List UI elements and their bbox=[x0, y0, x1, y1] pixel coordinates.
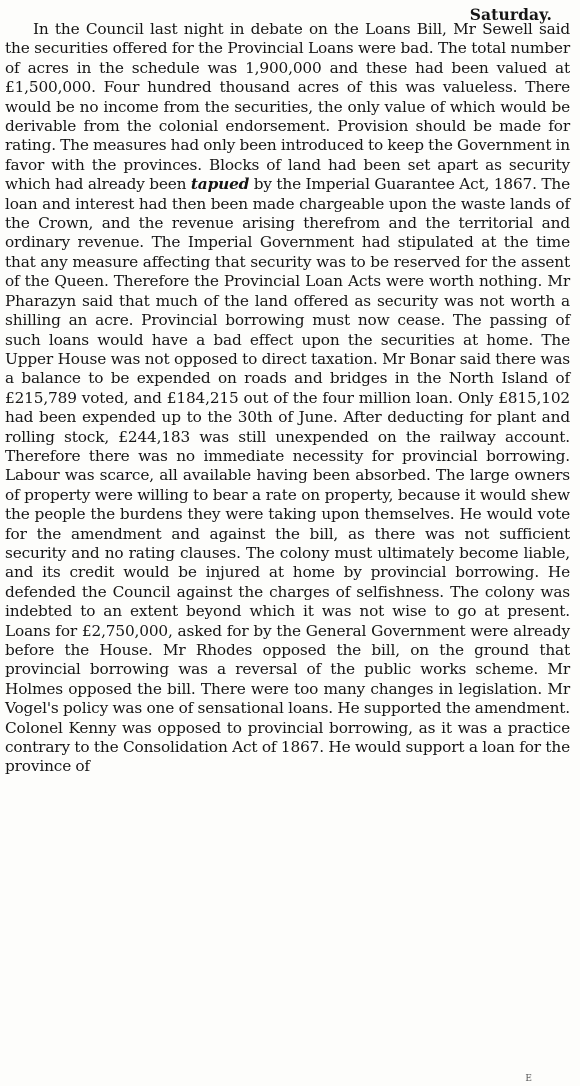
article-text-part-2: by the Imperial Guarantee Act, 1867. The loan and interest had then been made chargeable upon the waste lands of the Crown, and the revenue arising therefrom and the territorial and ordinary revenue. The Imperial Government had stipulated at the time that any measure affecting that security was to be reserved for the assent of the Queen. Therefore the Provincial Loan Acts were worth nothing. Mr Pharazyn said that much of the land offered as security was not worth a shilling an acre. Provincial borrowing must now cease. The passing of such loans would have a bad effect upon the securities at home. The Upper House was not opposed to direct taxation. Mr Bonar said there was a balance to be expended on roads and bridges in the North Island of £215,789 voted, and £184,215 out of the four million loan. Only £815,102 had been expended up to the 30th of June. After deducting for plant and rolling stock, £244,183 was still unexpended on the railway account. Therefore there was no immediate necessity for provincial borrowing. Labour was scarce, all available having been absorbed. The large owners of property were willing to bear a rate on property, because it would shew the people the burdens they were taking upon themselves. He would vote for the amendment and against the bill, as there was not sufficient security and no rating clauses. The colony must ultimately become liable, and its credit would be injured at home by provincial borrowing. He defended the Council against the charges of selfishness. The colony was indebted to an extent beyond which it was not wise to go at present. Loans for £2,750,000, asked for by the General Government were already before the House. Mr Rhodes opposed the bill, on the ground that provincial borrowing was a reversal of the public works scheme. Mr Holmes opposed the bill. There were too many changes in legislation. Mr Vogel's policy was one of sensational loans. He supported the amendment. Colonel Kenny was opposed to provincial borrowing, as it was a practice contrary to the Consolidation Act of 1867. He would support a loan for the province of bbox=[5, 175, 571, 776]
article-text-part-1: In the Council last night in debate on the Loans Bill, Mr Sewell said the securities offered for the Provincial Loans were bad. The total number of acres in the schedule was 1,900,000 and these had been valued at £1,500,000. Four hundred thousand acres of this was valueless. There would be no income from the securities, the only value of which would be derivable from the colonial endorsement. Provision should be made for rating. The measures had only been introduced to keep the Government in favor with the provinces. Blocks of land had been set apart as security which had already been bbox=[5, 20, 570, 194]
dateline: Saturday. bbox=[469, 5, 552, 24]
article-paragraph bbox=[5, 20, 570, 777]
article-italic-word: tapued bbox=[190, 175, 250, 194]
corner-mark: E bbox=[525, 1074, 532, 1084]
